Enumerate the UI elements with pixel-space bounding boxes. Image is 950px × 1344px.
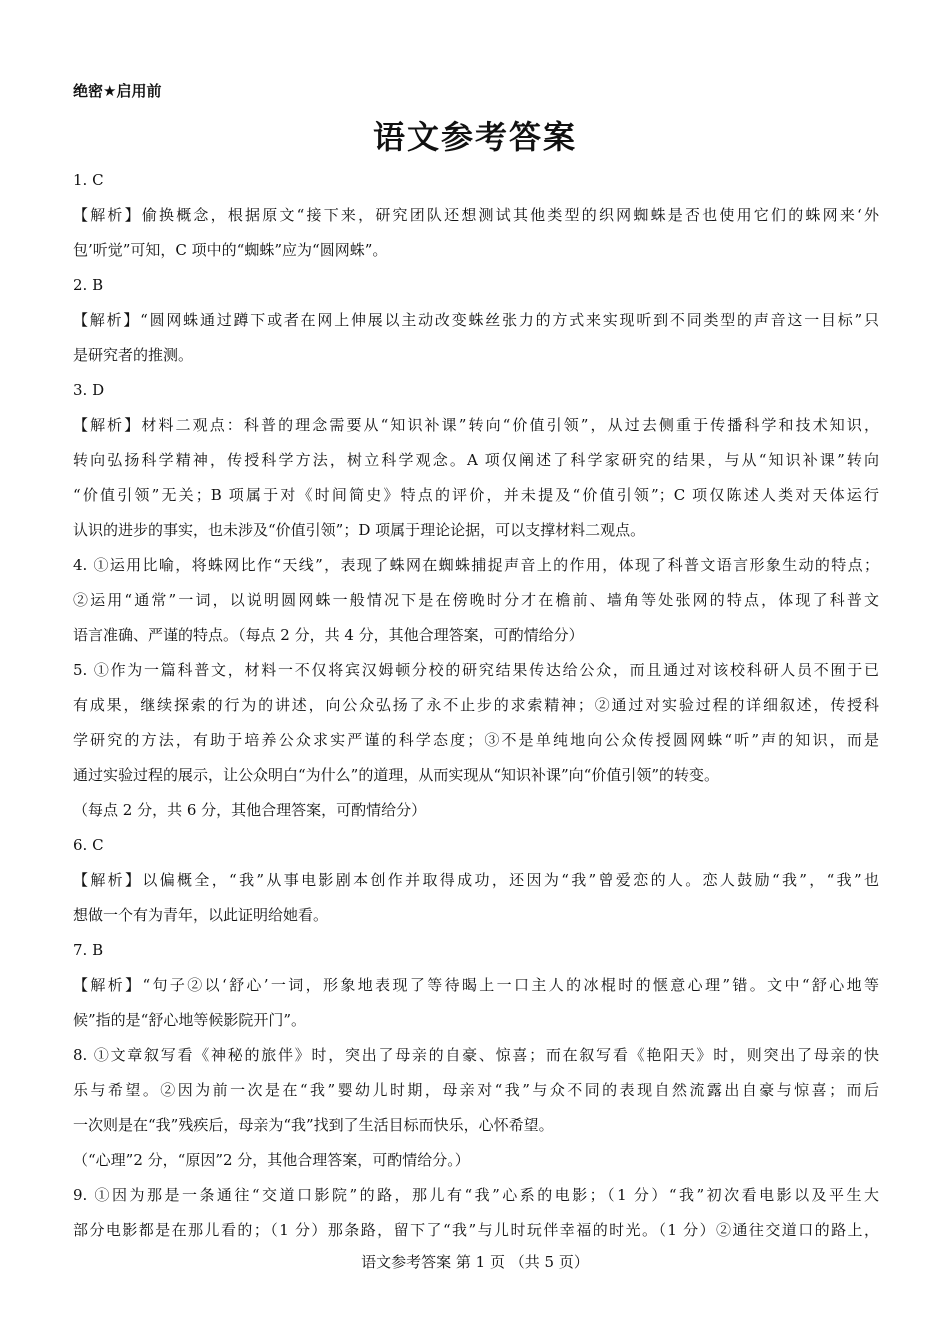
text-line: 【解析】以偏概全，“我”从事电影剧本创作并取得成功，还因为“我”曾爱恋的人。恋人鼓励“我”，“我”也 xyxy=(73,871,879,889)
text-line: 是研究者的推测。 xyxy=(73,346,194,364)
text-line: 乐与希望。②因为前一次是在“我”婴幼儿时期，母亲对“我”与众不同的表现自然流露出自豪与惊喜；而后 xyxy=(73,1081,879,1099)
page-footer: 语文参考答案 第 1 页 （共 5 页） xyxy=(361,1253,589,1271)
confidential-label: 绝密★启用前 xyxy=(73,82,162,100)
text-line: “价值引领”无关；B 项属于对《时间简史》特点的评价，并未提及“价值引领”；C 项仅陈述人类对天体运行 xyxy=(73,486,879,504)
text-line: 一次则是在“我”残疾后，母亲为“我”找到了生活目标而快乐，心怀希望。 xyxy=(73,1116,554,1134)
text-line: 【解析】材料二观点：科普的理念需要从“知识补课”转向“价值引领”，从过去侧重于传播科学和技术知识， xyxy=(73,416,879,434)
text-line: 包’听觉”可知，C 项中的“蜘蛛”应为“圆网蛛”。 xyxy=(73,241,388,259)
text-line: 7. B xyxy=(73,941,104,959)
text-line: 认识的进步的事实，也未涉及“价值引领”；D 项属于理论论据，可以支撑材料二观点。 xyxy=(73,521,646,539)
text-line: ②运用“通常”一词，以说明圆网蛛一般情况下是在傍晚时分才在檐前、墙角等处张网的特点，体现了科普文 xyxy=(73,591,879,609)
text-line: 有成果，继续探索的行为的讲述，向公众弘扬了永不止步的求索精神；②通过对实验过程的详细叙述，传授科 xyxy=(73,696,879,714)
text-line: 1. C xyxy=(73,171,104,189)
text-line: 4. ①运用比喻，将蛛网比作“天线”，表现了蛛网在蜘蛛捕捉声音上的作用，体现了科普文语言形象生动的特点； xyxy=(73,556,879,574)
text-line: 候”指的是“舒心地等候影院开门”。 xyxy=(73,1011,307,1029)
text-line: 部分电影都是在那儿看的；（1 分）那条路，留下了“我”与儿时玩伴幸福的时光。（1 分）②通往交道口的路上， xyxy=(73,1221,879,1239)
text-line: 语言准确、严谨的特点。（每点 2 分，共 4 分，其他合理答案，可酌情给分） xyxy=(73,626,584,644)
text-line: 【解析】“圆网蛛通过蹲下或者在网上伸展以主动改变蛛丝张力的方式来实现听到不同类型的声音这一目标”只 xyxy=(73,311,879,329)
text-line: 学研究的方法，有助于培养公众求实严谨的科学态度；③不是单纯地向公众传授圆网蛛“听”声的知识，而是 xyxy=(73,731,879,749)
text-line: 9. ①因为那是一条通往“交道口影院”的路，那儿有“我”心系的电影；（1 分）“我”初次看电影以及平生大 xyxy=(73,1186,879,1204)
text-line: 想做一个有为青年，以此证明给她看。 xyxy=(73,906,329,924)
text-line: （“心理”2 分，“原因”2 分，其他合理答案，可酌情给分。） xyxy=(73,1151,470,1169)
text-line: 【解析】“句子②以‘舒心’一词，形象地表现了等待暍上一口主人的冰棍时的惬意心理”错。文中“舒心地等 xyxy=(73,976,879,994)
page-title: 语文参考答案 xyxy=(372,118,577,156)
text-line: 2. B xyxy=(73,276,104,294)
text-line: 5. ①作为一篇科普文，材料一不仅将宾汉姆顿分校的研究结果传达给公众，而且通过对该校科研人员不囿于已 xyxy=(73,661,879,679)
text-line: 【解析】偷换概念，根据原文“接下来，研究团队还想测试其他类型的织网蜘蛛是否也使用它们的蛛网来‘外 xyxy=(73,206,879,224)
text-line: 6. C xyxy=(73,836,104,854)
text-line: （每点 2 分，共 6 分，其他合理答案，可酌情给分） xyxy=(73,801,427,819)
text-line: 8. ①文章叙写看《神秘的旅伴》时，突出了母亲的自豪、惊喜；而在叙写看《艳阳天》时，则突出了母亲的快 xyxy=(73,1046,879,1064)
text-line: 3. D xyxy=(73,381,105,399)
text-line: 转向弘扬科学精神，传授科学方法，树立科学观念。A 项仅阐述了科学家研究的结果，与从“知识补课”转向 xyxy=(73,451,879,469)
answer-content xyxy=(73,163,879,1248)
text-line: 通过实验过程的展示，让公众明白“为什么”的道理，从而实现从“知识补课”向“价值引领”的转变。 xyxy=(73,766,720,784)
